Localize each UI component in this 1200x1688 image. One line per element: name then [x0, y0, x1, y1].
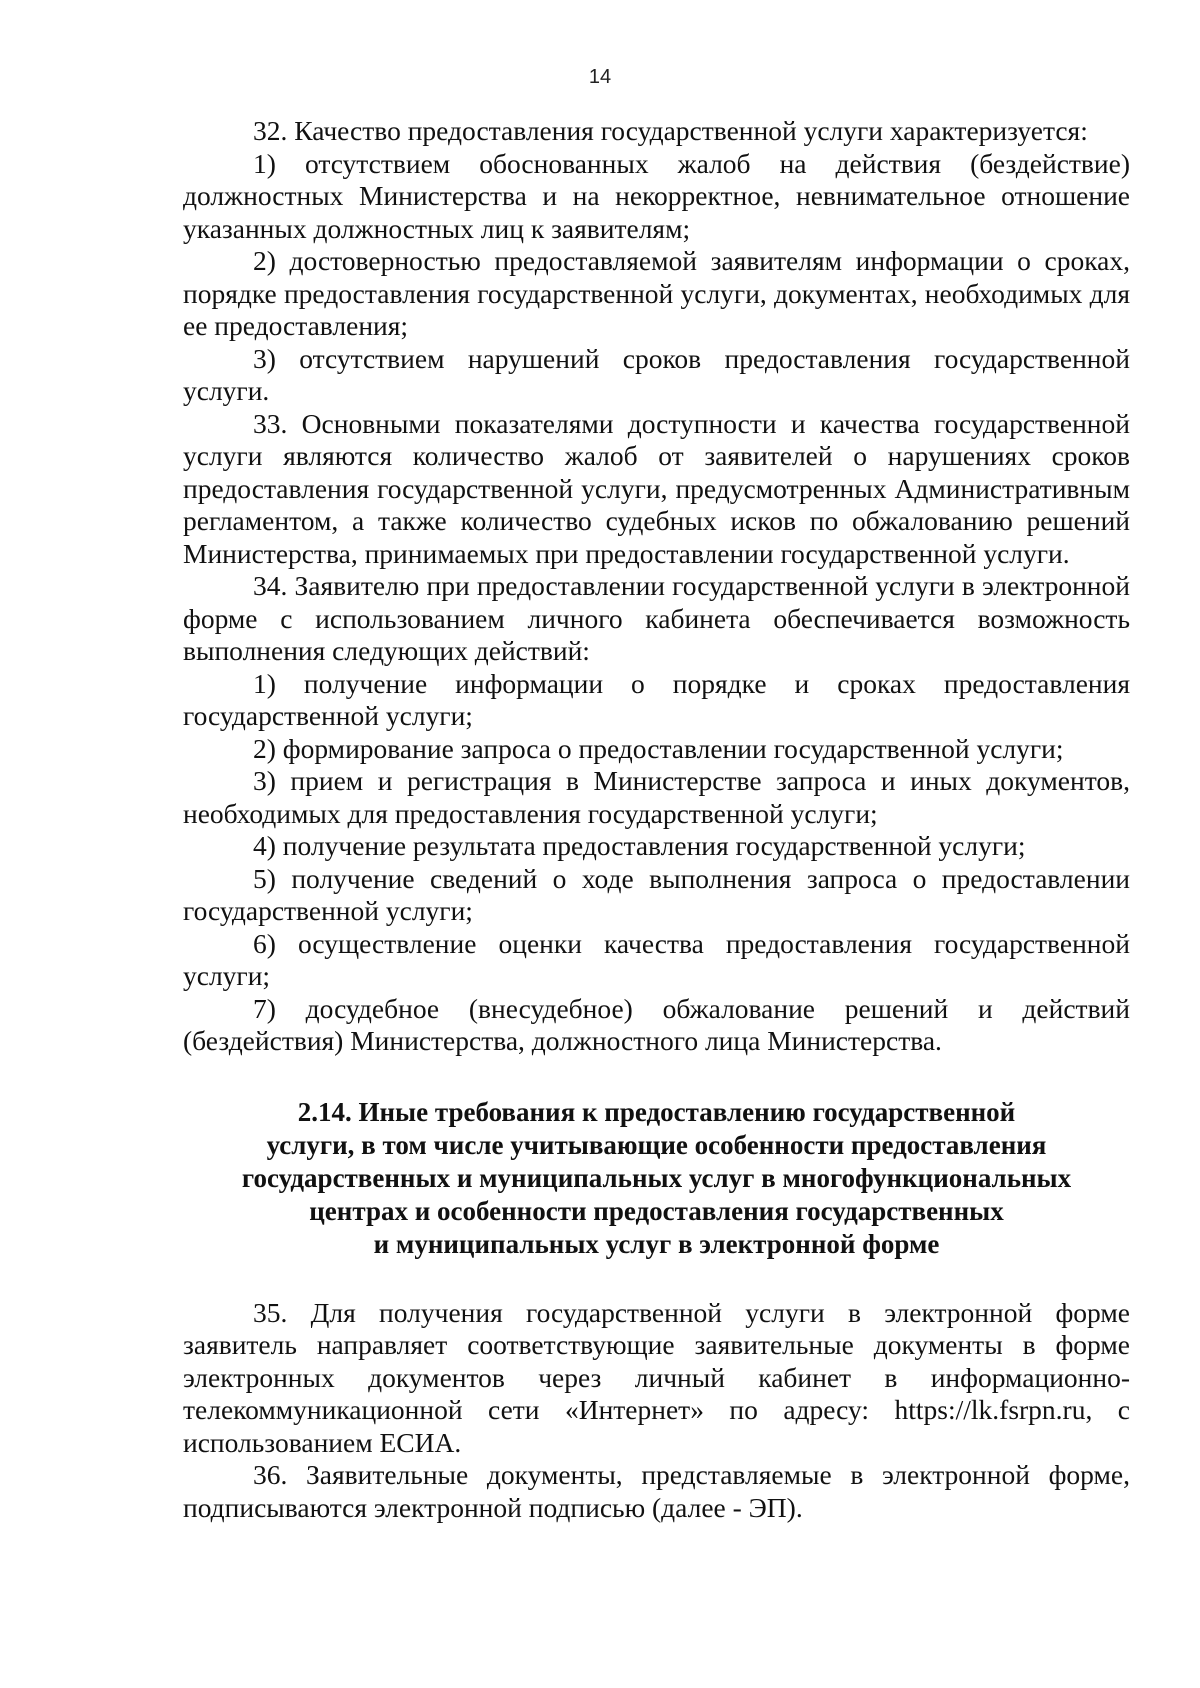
heading-line: услуги, в том числе учитывающие особенности предоставления [266, 1129, 1047, 1160]
list-item-32-3: 3) отсутствием нарушений сроков предоставления государственной услуги. [183, 342, 1130, 406]
list-item-34-1: 1) получение информации о порядке и сроках предоставления государственной услуги; [183, 667, 1130, 731]
heading-line: центрах и особенности предоставления государственных [309, 1195, 1004, 1226]
list-item-34-4: 4) получение результата предоставления государственной услуги; [253, 830, 1026, 861]
paragraph-33: 33. Основными показателями доступности и качества государственной услуги являются количество жалоб от заявителей о нарушениях сроков предоставления государственной услуги, предусмотренных Административным регламентом, а также количество судебных исков по обжалованию решений Министерства, принимаемых при предоставлении государственной услуги. [183, 407, 1130, 569]
list-item-34-3: 3) прием и регистрация в Министерстве запроса и иных документов, необходимых для предоставления государственной услуги; [183, 765, 1130, 829]
heading-line: и муниципальных услуг в электронной форме [373, 1228, 940, 1259]
list-item-32-2: 2) достоверностью предоставляемой заявителям информации о сроках, порядке предоставления государственной услуги, документах, необходимых для ее предоставления; [183, 245, 1130, 341]
section-heading-2-14 [183, 1096, 1130, 1261]
paragraph-35: 35. Для получения государственной услуги в электронной форме заявитель направляет соответствующие заявительные документы в форме электронных документов через личный кабинет в информационно-телекоммуникационной сети «Интернет» по адресу: https://lk.fsrpn.ru, с использованием ЕСИА. [183, 1296, 1130, 1458]
paragraph-36: 36. Заявительные документы, представляемые в электронной форме, подписываются электронной подписью (далее - ЭП). [183, 1459, 1130, 1523]
heading-line: 2.14. Иные требования к предоставлению государственной [297, 1096, 1016, 1127]
list-item-34-5: 5) получение сведений о ходе выполнения запроса о предоставлении государственной услуги; [183, 862, 1130, 926]
heading-line: государственных и муниципальных услуг в многофункциональных [241, 1162, 1072, 1193]
list-item-34-7: 7) досудебное (внесудебное) обжалование решений и действий (бездействия) Министерства, должностного лица Министерства. [183, 992, 1130, 1056]
paragraph-34: 34. Заявителю при предоставлении государственной услуги в электронной форме с использованием личного кабинета обеспечивается возможность выполнения следующих действий: [183, 570, 1130, 666]
paragraph-32: 32. Качество предоставления государственной услуги характеризуется: [253, 115, 1088, 146]
list-item-32-1: 1) отсутствием обоснованных жалоб на действия (бездействие) должностных Министерства и на некорректное, невнимательное отношение указанных должностных лиц к заявителям; [183, 147, 1130, 244]
list-item-34-6: 6) осуществление оценки качества предоставления государственной услуги; [183, 927, 1130, 991]
list-item-34-2: 2) формирование запроса о предоставлении государственной услуги; [253, 732, 1064, 764]
document-body [183, 115, 1130, 1524]
page-number: 14 [588, 66, 612, 88]
